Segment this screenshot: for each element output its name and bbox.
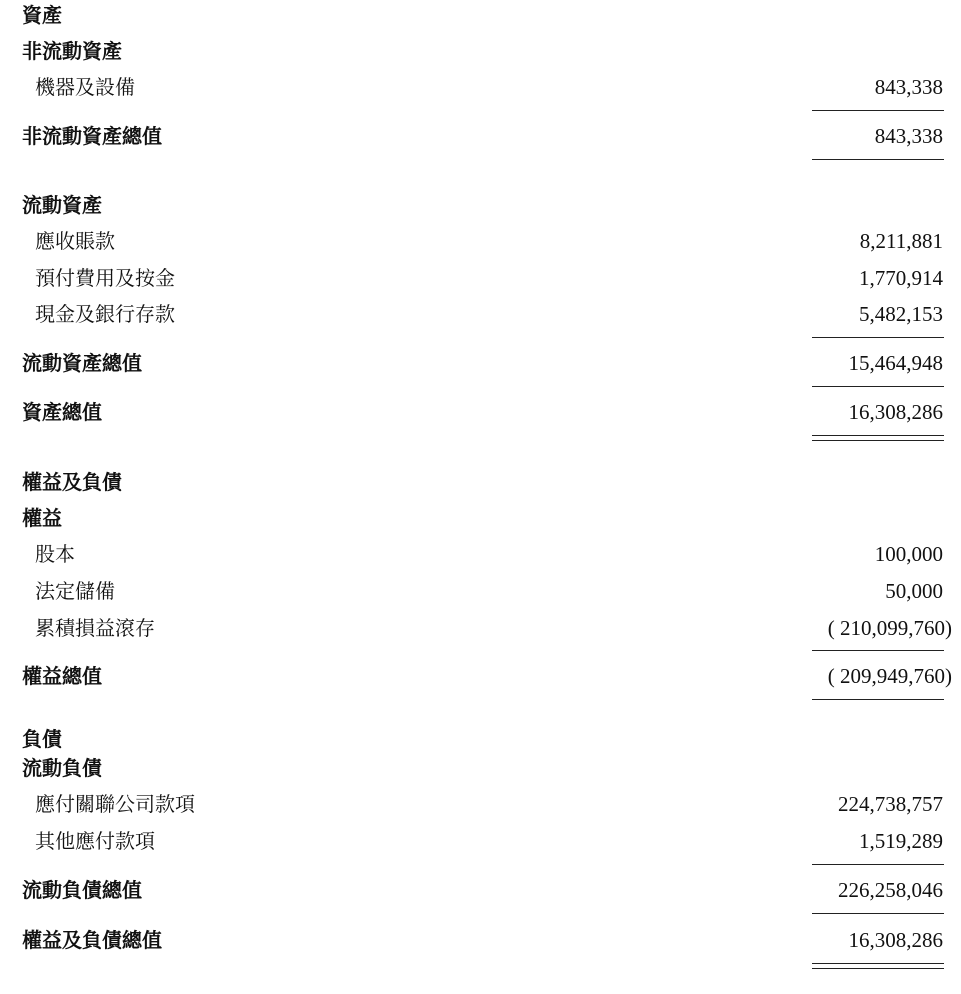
line-item-row (0, 789, 961, 819)
total-assets-value: 16,308,286 (848, 400, 943, 424)
line-item-row (0, 576, 961, 606)
current-assets-heading: 流動資產 (22, 193, 102, 217)
total-equity-liabilities-row (0, 925, 961, 955)
non-current-assets-heading-row (0, 36, 961, 66)
equity-liabilities-heading-row (0, 467, 961, 497)
non-current-assets-total-row (0, 121, 961, 151)
current-liabilities-heading-row (0, 753, 961, 783)
subtotal-rule (812, 864, 944, 865)
line-item-value: 1,770,914 (859, 266, 943, 290)
line-item-value: 100,000 (874, 542, 943, 566)
line-item-label: 法定儲備 (35, 579, 115, 603)
equity-heading: 權益 (22, 506, 62, 530)
subtotal-rule (812, 913, 944, 914)
liabilities-heading: 負債 (22, 727, 62, 751)
double-rule-bottom (812, 440, 944, 441)
line-item-row (0, 613, 961, 643)
total-current-liabilities-label: 流動負債總值 (22, 878, 142, 902)
subtotal-rule (812, 650, 944, 651)
current-assets-total-label: 流動資產總值 (22, 351, 142, 375)
current-assets-total-row (0, 348, 961, 378)
line-item-row (0, 263, 961, 293)
line-item-value: 5,482,153 (859, 302, 943, 326)
non-current-assets-total-label: 非流動資產總值 (22, 124, 162, 148)
total-equity-value: ( 209,949,760) (827, 664, 952, 688)
non-current-assets-heading: 非流動資產 (22, 39, 122, 63)
line-item-value: ( 210,099,760) (827, 616, 952, 640)
current-assets-heading-row (0, 190, 961, 220)
subtotal-rule (812, 386, 944, 387)
line-item-label: 股本 (35, 542, 75, 566)
line-item-value: 1,519,289 (859, 829, 943, 853)
line-item-value: 224,738,757 (838, 792, 943, 816)
current-assets-total-value: 15,464,948 (848, 351, 943, 375)
liabilities-heading-row (0, 724, 961, 754)
subtotal-rule (812, 110, 944, 111)
line-item-label: 累積損益滾存 (35, 616, 155, 640)
total-rule (812, 159, 944, 160)
equity-liabilities-heading: 權益及負債 (22, 470, 122, 494)
equity-heading-row (0, 503, 961, 533)
double-rule-top (812, 963, 944, 964)
total-equity-label: 權益總值 (22, 664, 102, 688)
total-equity-liabilities-label: 權益及負債總值 (22, 928, 162, 952)
total-current-liabilities-row (0, 875, 961, 905)
double-rule-bottom (812, 968, 944, 969)
line-item-label: 應付關聯公司款項 (35, 792, 195, 816)
total-current-liabilities-value: 226,258,046 (838, 878, 943, 902)
line-item-label: 機器及設備 (35, 75, 135, 99)
current-liabilities-heading: 流動負債 (22, 756, 102, 780)
line-item-label: 應收賬款 (35, 229, 115, 253)
total-assets-row (0, 397, 961, 427)
line-item-row (0, 72, 961, 102)
line-item-row (0, 539, 961, 569)
double-rule-top (812, 435, 944, 436)
line-item-value: 50,000 (885, 579, 943, 603)
line-item-label: 其他應付款項 (35, 829, 155, 853)
line-item-label: 預付費用及按金 (35, 266, 175, 290)
line-item-label: 現金及銀行存款 (35, 302, 175, 326)
total-assets-label: 資產總值 (22, 400, 102, 424)
subtotal-rule (812, 337, 944, 338)
total-equity-liabilities-value: 16,308,286 (848, 928, 943, 952)
line-item-value: 843,338 (874, 75, 943, 99)
total-rule (812, 699, 944, 700)
line-item-row (0, 299, 961, 329)
line-item-row (0, 226, 961, 256)
non-current-assets-total-value: 843,338 (874, 124, 943, 148)
line-item-row (0, 826, 961, 856)
total-equity-row (0, 661, 961, 691)
assets-heading-row (0, 0, 961, 30)
line-item-value: 8,211,881 (859, 229, 943, 253)
assets-heading: 資產 (22, 3, 62, 27)
